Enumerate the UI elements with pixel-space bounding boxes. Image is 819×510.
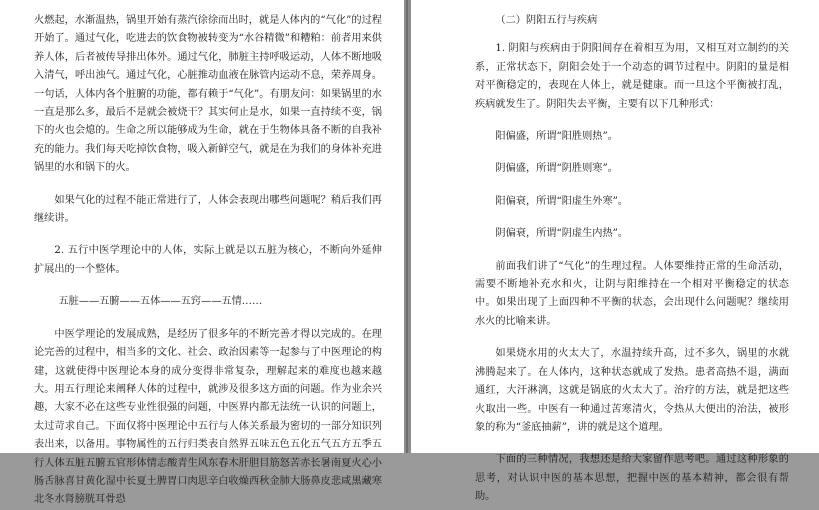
yin-yang-form-4: 阴偏衰，所谓“阴虚生内热”。 (495, 228, 629, 240)
yin-yang-form-3: 阳偏衰，所谓“阳虚生外寒”。 (495, 195, 629, 207)
right-page (411, 0, 819, 503)
left-paragraph-2: 如果气化的过程不能正常进行了，人体会表现出哪些问题呢？稍后我们再继续讲。 (34, 194, 382, 225)
left-paragraph-3: 2. 五行中医学理论中的人体，实际上就是以五脏为核心，不断向外延伸扩展出的一个整体。 (34, 245, 382, 275)
right-paragraph-2: 前面我们讲了“气化”的生理过程。人体要维持正常的生命活动，需要不断地补充水和火，让阴与阳维持在一个相对平衡稳定的状态中。如果出现了上面四种不平衡的状态，会出现什么问题呢？继续用水火的比喻来讲。 (475, 260, 789, 327)
left-paragraph-1: 火燃起，水渐温热，锅里开始有蒸汽徐徐而出时，就是人体内的“气化”的过程开始了。通过气化，吃进去的饮食物被转变为“水谷精微”和糟粕：前者用来供养人体，后者被传导排出体外。通过气化，肺脏主持呼吸运动，人体不断地吸入清气，呼出浊气。通过气化，心脏推动血液在脉管内运动不息，荣养周身。一句话，人体内各个脏腑的功能，都有赖于“气化”。有朋友问：如果锅里的水一直是那么多，最后不是就会被烧干？其实何止是水，如果一直持续不变，锅下的火也会熄的。生命之所以能够成为生命，就在于生物体具备不断的自我补充的能力。我们每天吃掉饮食物，吸入新鲜空气，就是在为我们的身体补充进锅里的水和锅下的火。 (34, 15, 382, 174)
right-paragraph-1: 1. 阴阳与疾病由于阴阳间存在着相互为用，又相互对立制约的关系，正常状态下，阴阳会处于一个动态的调节过程中。阴阳的量是相对平衡稳定的，表现在人体上，就是健康。而一旦这个平衡被打乱，疾病就发生了。阴阳失去平衡，主要有以下几种形式： (475, 43, 789, 110)
section-heading: （二）阴阳五行与疾病 (495, 15, 598, 26)
right-paragraph-4: 下面的三种情况，我想还是给大家留作思考吧。通过这种形象的思考，对认识中医的基本思想，把握中医的基本精神，都会很有帮助。 (475, 454, 789, 503)
page-gutter (404, 0, 411, 453)
yin-yang-form-2: 阴偏盛，所谓“阴胜则寒”。 (495, 163, 618, 175)
gutter-edge (406, 0, 408, 453)
left-page (0, 0, 404, 506)
left-paragraph-4: 中医学理论的发展成熟，是经历了很多年的不断完善才得以完成的。在理论完善的过程中，相当多的文化、社会、政治因素等一起参与了中医理论的构建，这就使得中医理论本身的成分变得非常复杂，理解起来的难度也越来越大。用五行理论来阐释人体的过程中，就涉及很多这方面的问题。作为业余兴趣，大家不必在这些专业性很强的问题，中医界内都无法统一认识的问题上，太过苛求自己。下面仅将中医理论中五行与人体关系最为密切的一部分知识列表出来，以备用。事物属性的五行归类表自然界五味五色五化五气五方五季五行人体五脏五腑五官形体情志酸青生风东春木肝胆目筋怒苦赤长暑南夏火心小肠舌脉喜甘黄化湿中长夏土脾胃口肉思辛白收燥西秋金肺大肠鼻皮悲咸黑藏寒北冬水肾膀胱耳骨恐 (34, 328, 382, 506)
yin-yang-form-1: 阳偏盛，所谓“阳胜则热”。 (495, 131, 618, 143)
five-organs-chain: 五脏——五腑——五体——五窍——五情…… (58, 296, 263, 308)
right-paragraph-3: 如果烧水用的火太大了，水温持续升高，过不多久，锅里的水就沸腾起来了。在人体内，这种状态就成了发热。患者高热不退，满面通红，大汗淋漓，这就是锅底的火太大了。治疗的方法，就是把这些火取出一些。中医有一种通过苦寒清火，令热从大便出的治法，被形象的称为“釜底抽薪”，讲的就是这个道理。 (475, 348, 789, 433)
